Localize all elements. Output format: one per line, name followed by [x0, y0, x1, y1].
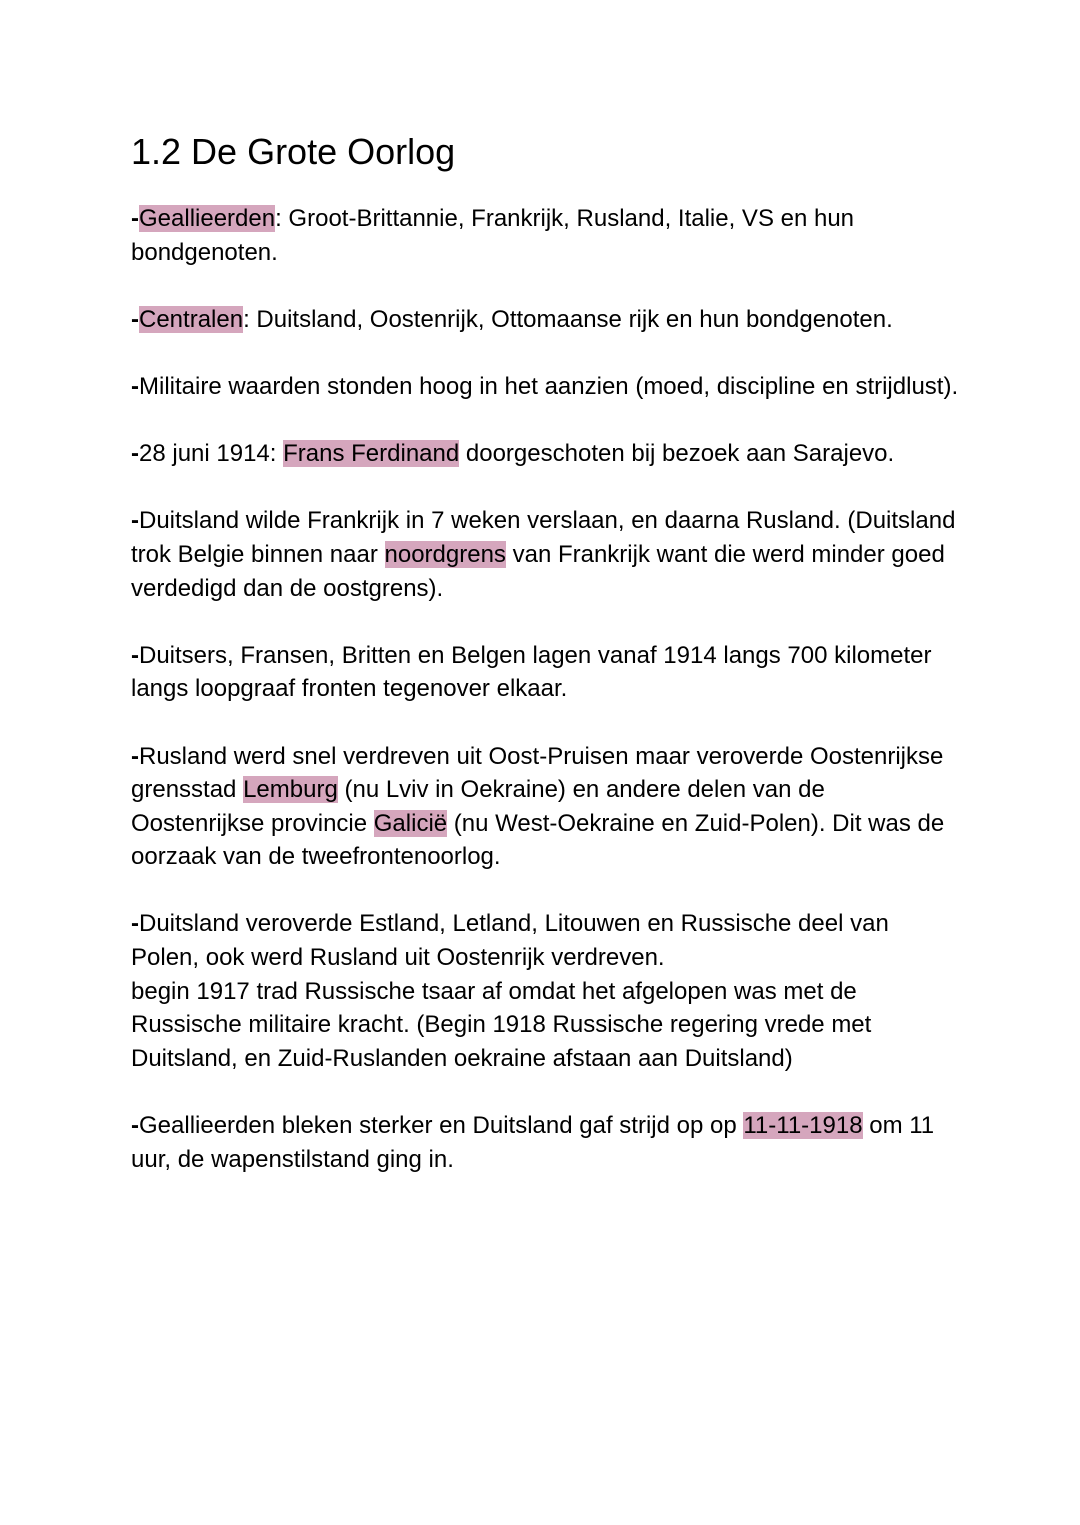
paragraph-oostfront [131, 740, 961, 874]
paragraph-text: (nu Lviv in Oekraine) en andere delen van de Oostenrijkse provincie [131, 776, 825, 837]
highlighted-term: Lemburg [243, 776, 338, 804]
bullet-dash: - [131, 205, 139, 232]
paragraph-wapenstilstand [131, 1109, 961, 1176]
paragraph-text: : Groot-Brittannie, Frankrijk, Rusland, Italie, VS en hun bondgenoten. [131, 205, 855, 266]
paragraph-text: Duitsland veroverde Estland, Letland, Litouwen en Russische deel van Polen, ook werd Rusland uit Oostenrijk verdreven. [131, 910, 889, 972]
paragraph-line: begin 1917 trad Russische tsaar af omdat het afgelopen was met de Russische militaire kracht. (Begin 1918 Russische regering vrede met Duitsland, en Zuid-Ruslanden oekraine afstaan aan Duitsland) [131, 977, 872, 1072]
paragraph-text: Rusland werd snel verdreven uit Oost-Pruisen maar veroverde Oostenrijkse grensstad [131, 742, 944, 804]
paragraph-rusland [131, 907, 961, 1075]
paragraph-text: van Frankrijk want die werd minder goed verdedigd dan de oostgrens). [131, 540, 945, 602]
highlighted-term: Frans Ferdinand [283, 440, 460, 468]
bullet-dash: - [131, 507, 139, 535]
paragraph-text: om 11 uur, de wapenstilstand ging in. [131, 1112, 935, 1173]
paragraph-text: Duitsers, Fransen, Britten en Belgen lagen vanaf 1914 langs 700 kilometer langs loopgraaf fronten tegenover elkaar. [131, 641, 932, 703]
highlighted-term: Galicië [373, 809, 448, 837]
bullet-dash: - [131, 742, 139, 770]
bullet-dash: - [131, 910, 139, 938]
paragraph-text: Duitsland wilde Frankrijk in 7 weken verslaan, en daarna Rusland. (Duitsland trok Belgie binnen naar [131, 507, 956, 568]
bullet-dash: - [131, 440, 139, 468]
bullet-dash: - [131, 372, 139, 400]
paragraph-centralen [131, 303, 961, 337]
paragraph-geallieerden [131, 202, 961, 269]
document-page [131, 128, 961, 1210]
page-title: 1.2 De Grote Oorlog [131, 131, 456, 172]
paragraph-text: (nu West-Oekraine en Zuid-Polen). Dit was de oorzaak van de tweefrontenoorlog. [131, 809, 945, 871]
paragraph-text: 28 juni 1914: [139, 440, 284, 468]
highlighted-term: Centralen [139, 305, 244, 333]
paragraph-schlieffen [131, 504, 961, 605]
paragraph-text: Militaire waarden stonden hoog in het aanzien (moed, discipline en strijdlust). [139, 372, 959, 400]
bullet-dash: - [131, 641, 139, 669]
highlighted-term: Geallieerden [139, 205, 276, 232]
bullet-dash: - [131, 1112, 139, 1140]
bullet-dash: - [131, 305, 139, 333]
paragraph-line [131, 907, 961, 974]
paragraph-militaire-waarden [131, 370, 961, 404]
paragraph-text: : Duitsland, Oostenrijk, Ottomaanse rijk en hun bondgenoten. [243, 305, 893, 333]
paragraph-text: doorgeschoten bij bezoek aan Sarajevo. [459, 440, 895, 468]
paragraph-sarajevo [131, 437, 961, 471]
highlighted-term: noordgrens [384, 540, 506, 568]
paragraph-loopgraven [131, 639, 961, 706]
paragraph-text: Geallieerden bleken sterker en Duitsland gaf strijd op op [139, 1112, 744, 1140]
highlighted-term: 11-11-1918 [743, 1112, 863, 1140]
